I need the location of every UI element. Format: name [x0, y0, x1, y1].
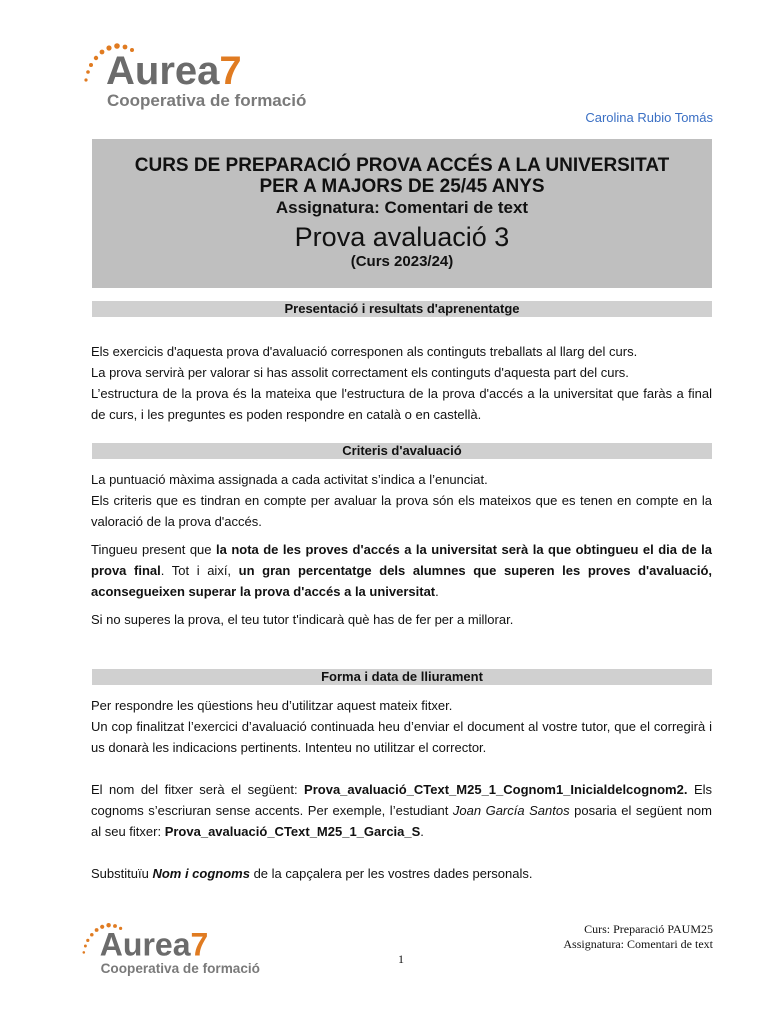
- footer-course: Curs: Preparació PAUM25: [584, 922, 713, 936]
- presentation-text: Els exercicis d'aquesta prova d'avaluació corresponen als continguts treballats al llarg del curs. La prova servirà per valorar si has assolit correctament els continguts d'aquesta part del curs. L’estructura de la prova és la mateixa que l'estructura de la prova d'accés a la universitat que faràs a final de curs, i les preguntes es poden respondre en català o en castellà.: [91, 344, 712, 422]
- aurea7-logo-footer: [78, 922, 288, 978]
- title-block: [92, 139, 712, 288]
- author-name: Carolina Rubio Tomás: [585, 110, 713, 125]
- section-heading-delivery: Forma i data de lliurament: [92, 669, 712, 685]
- criteria-text: La puntuació màxima assignada a cada activitat s’indica a l’enunciat. Els criteris que es tindran en compte per avaluar la prova són els mateixos que es tenen en compte en la valoració de la prova d'accés. Tingueu present que la nota de les proves d'accés a la universitat serà la que obtingueu el dia de la prova final. Tot i així, un gran percentatge dels alumnes que superen les proves d'avaluació, aconsegueixen superar la prova d'accés a la universitat. Si no superes la prova, el teu tutor t'indicarà què has de fer per a millorar.: [91, 472, 712, 627]
- logo-wordmark: Aurea7: [99, 926, 209, 963]
- section-heading-presentation: Presentació i resultats d'aprenentatge: [92, 301, 712, 317]
- logo-tagline: Cooperativa de formació: [107, 91, 307, 110]
- footer-info: [563, 922, 713, 952]
- section-heading-criteria: Criteris d'avaluació: [92, 443, 712, 459]
- page-number: 1: [398, 952, 404, 966]
- course-year: (Curs 2023/24): [350, 253, 454, 270]
- course-subtitle: PER A MAJORS DE 25/45 ANYS: [259, 176, 545, 197]
- aurea7-logo: [80, 42, 340, 112]
- logo-tagline: Cooperativa de formació: [100, 961, 260, 977]
- delivery-text: Per respondre les qüestions heu d’utilitzar aquest mateix fitxer. Un cop finalitzat l’exercici d’avaluació continuada heu d’enviar el document al vostre tutor, que el corregirà i us donarà les indicacions pertinents. Intenteu no utilitzar el corrector. El nom del fitxer serà el següent: Prova_avaluació_CText_M25_1_Cognom1_Inicialdelcognom2. Els cognoms s’escriuran sense accents. Per exemple, l’estudiant Joan García Santos posaria el següent nom al seu fitxer: Prova_avaluació_CText_M25_1_Garcia_S. Substituïu Nom i cognoms de la capçalera per les vostres dades personals.: [91, 698, 712, 881]
- exam-title: Prova avaluació 3: [294, 222, 510, 252]
- footer-subject: Assignatura: Comentari de text: [563, 937, 713, 951]
- subject-title: Assignatura: Comentari de text: [275, 198, 529, 217]
- course-title: CURS DE PREPARACIÓ PROVA ACCÉS A LA UNIVERSITAT: [134, 155, 670, 176]
- logo-wordmark: Aurea7: [106, 49, 242, 93]
